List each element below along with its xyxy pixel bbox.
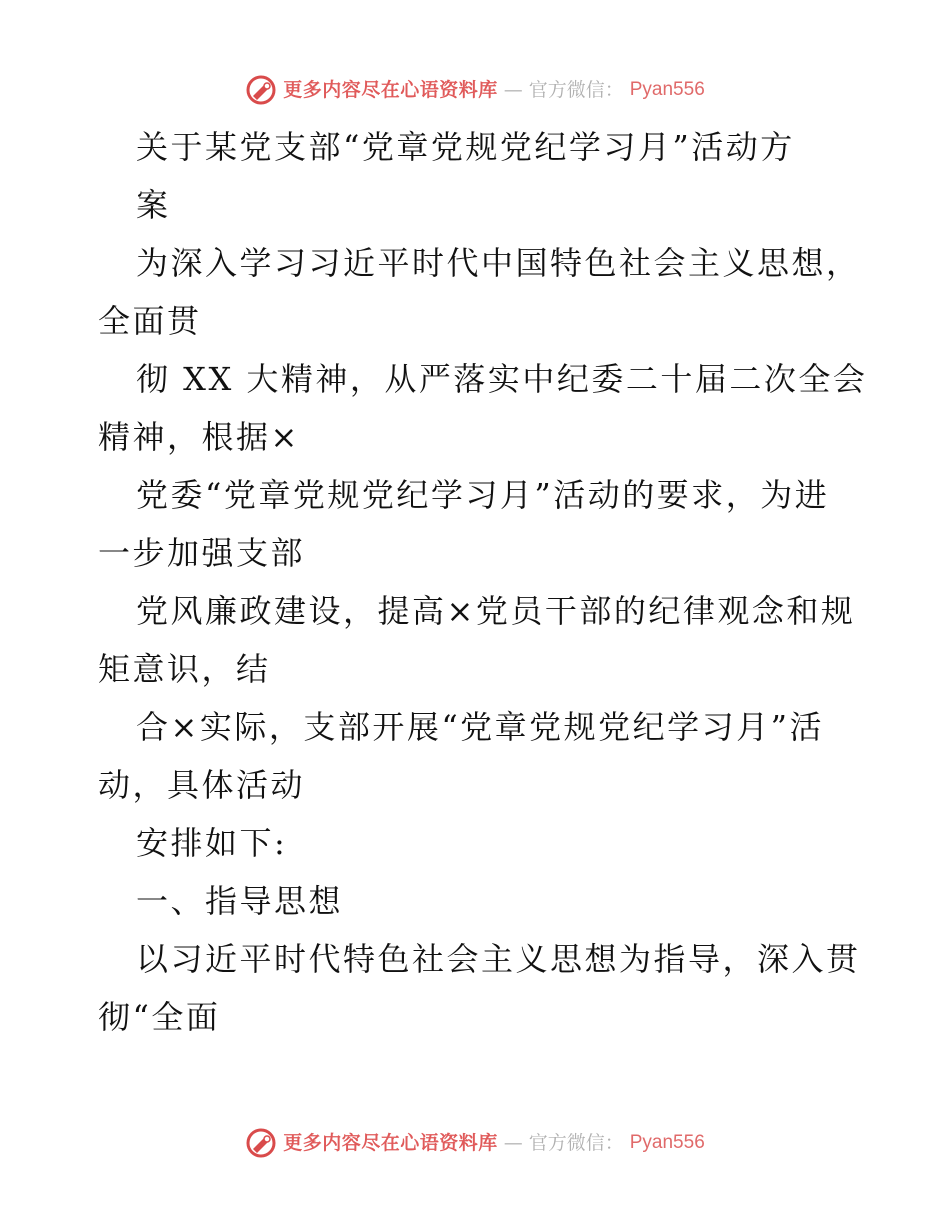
watermark-text: 更多内容尽在心语资料库 [283,79,498,101]
paragraph-line: 全面贯 [98,302,202,340]
logo-icon [245,1127,277,1159]
paragraph-line: 彻 XX 大精神，从严落实中纪委二十届二次全会 [136,360,868,398]
watermark-separator: — [503,1132,523,1154]
watermark-text: 更多内容尽在心语资料库 [283,1132,498,1154]
document-title-continued: 案 [136,186,171,224]
paragraph-line: 党风廉政建设，提高×党员干部的纪律观念和规 [136,592,856,630]
watermark-id: Pyan556 [629,1132,705,1153]
section-heading: 一、指导思想 [136,882,344,920]
document-body [98,118,868,1046]
paragraph-line: 精神，根据× [98,418,300,456]
watermark-separator: — [503,79,523,101]
paragraph-line: 一步加强支部 [98,534,306,572]
paragraph-line: 党委“党章党规党纪学习月”活动的要求，为进 [136,476,830,514]
watermark-official-label: 官方微信： [528,79,624,101]
paragraph-line: 为深入学习习近平时代中国特色社会主义思想， [136,244,861,282]
paragraph-line: 彻“全面 [98,998,221,1036]
header-watermark [0,74,950,106]
watermark-official-label: 官方微信： [528,1132,624,1154]
watermark-id: Pyan556 [629,79,705,100]
paragraph-line: 合×实际，支部开展“党章党规党纪学习月”活 [136,708,825,746]
document-title: 关于某党支部“党章党规党纪学习月”活动方 [136,128,795,166]
paragraph-line: 安排如下: [136,824,288,862]
paragraph-line: 动，具体活动 [98,766,306,804]
logo-icon [245,74,277,106]
paragraph-line: 以习近平时代特色社会主义思想为指导，深入贯 [136,940,861,978]
paragraph-line: 矩意识，结 [98,650,271,688]
footer-watermark [0,1127,950,1159]
